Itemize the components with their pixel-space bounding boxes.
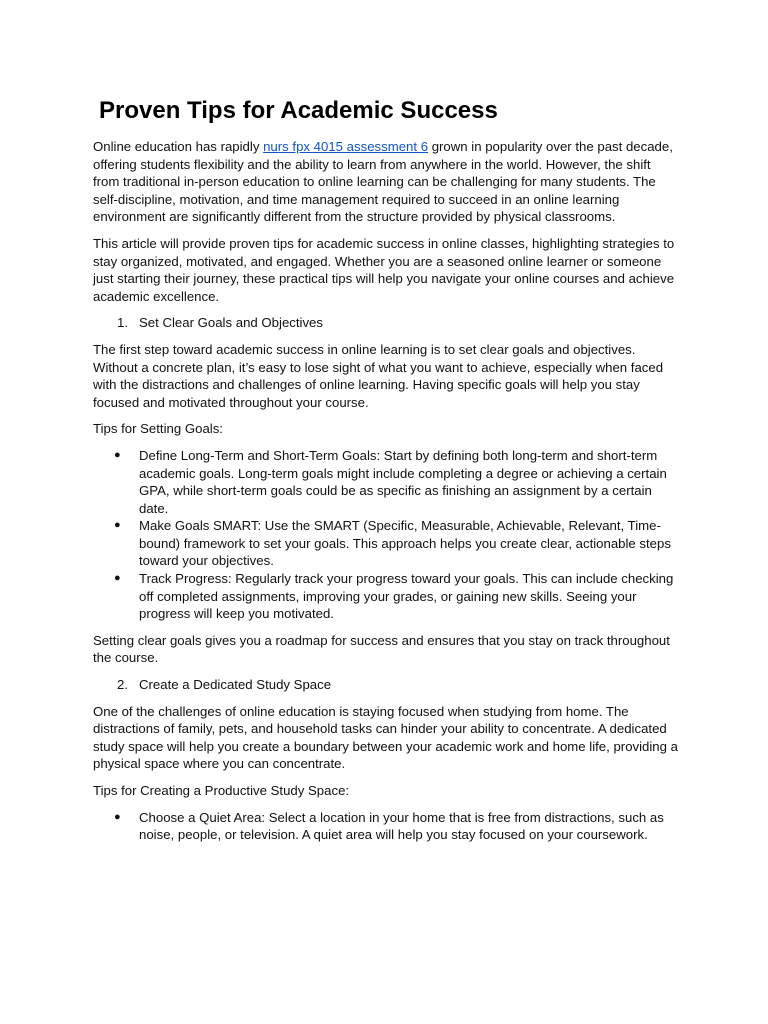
list-item-text: Make Goals SMART: Use the SMART (Specific, Measurable, Achievable, Relevant, Time-bound) framework to set your goals. This approach helps you create clear, actionable steps toward your objectives. [139,518,671,569]
bullet-icon: ● [114,572,121,585]
bullet-icon: ● [114,519,121,532]
assessment-link[interactable]: nurs fpx 4015 assessment 6 [263,139,429,154]
section-2-heading [93,676,678,694]
intro-text-start: Online education has rapidly [93,139,264,154]
section-2-heading-text: Create a Dedicated Study Space [139,677,332,693]
section-1-heading [93,314,678,332]
list-item [93,809,678,844]
overview-paragraph: This article will provide proven tips for academic success in online classes, highlighting strategies to stay organized, motivated, and engaged. Whether you are a seasoned online learner or someone just starting their journey, these practical tips will help you navigate your online courses and achieve academic excellence. [93,235,675,304]
section-2-tips-label: Tips for Creating a Productive Study Space: [93,783,350,798]
section-1-bullet-list [93,447,678,623]
list-item-text: Choose a Quiet Area: Select a location in your home that is free from distractions, such as noise, people, or television. A quiet area will help you stay focused on your coursework. [139,809,664,843]
section-2-paragraph: One of the challenges of online education is staying focused when studying from home. The distractions of family, pets, and household tasks can hinder your ability to concentrate. A dedicated study space will help you create a boundary between your academic work and home life, providing a physical space where you can concentrate. [93,703,678,772]
section-2-bullet-list [93,809,678,844]
section-1-tips-label: Tips for Setting Goals: [93,421,223,437]
document-body [93,138,678,853]
list-item [93,517,678,570]
section-2-number: 2. [117,677,128,693]
list-item-text: Define Long-Term and Short-Term Goals: Start by defining both long-term and short-term academic goals. Long-term goals might include completing a degree or achieving a certain GPA, while short-term goals could be as specific as finishing an assignment by a certain date. [139,447,667,516]
intro-text-end: grown in popularity over the past decade, offering students flexibility and the ability to learn from anywhere in the world. However, the shift from traditional in-person education to online learning can be challenging for many students. The self-discipline, motivation, and time management required to succeed in an online learning environment are significantly different from the structure provided by physical classrooms. [93,139,673,225]
bullet-icon: ● [114,448,121,461]
section-1-number: 1. [117,315,128,331]
section-1-paragraph: The first step toward academic success in online learning is to set clear goals and objectives. Without a concrete plan, it’s easy to lose sight of what you want to achieve, especially when faced with the distractions and challenges of online learning. Having specific goals will help you stay focused and motivated throughout your course. [93,341,664,410]
bullet-icon: ● [114,810,121,823]
list-item [93,447,678,517]
section-1-heading-text: Set Clear Goals and Objectives [139,315,323,331]
list-item-text: Track Progress: Regularly track your progress toward your goals. This can include checking off completed assignments, improving your grades, or gaining new skills. Seeing your progress will keep you motivated. [139,571,674,622]
list-item [93,570,678,623]
document-title: Proven Tips for Academic Success [99,97,498,124]
section-1-conclusion: Setting clear goals gives you a roadmap for success and ensures that you stay on track throughout the course. [93,632,670,666]
intro-paragraph [93,138,678,226]
